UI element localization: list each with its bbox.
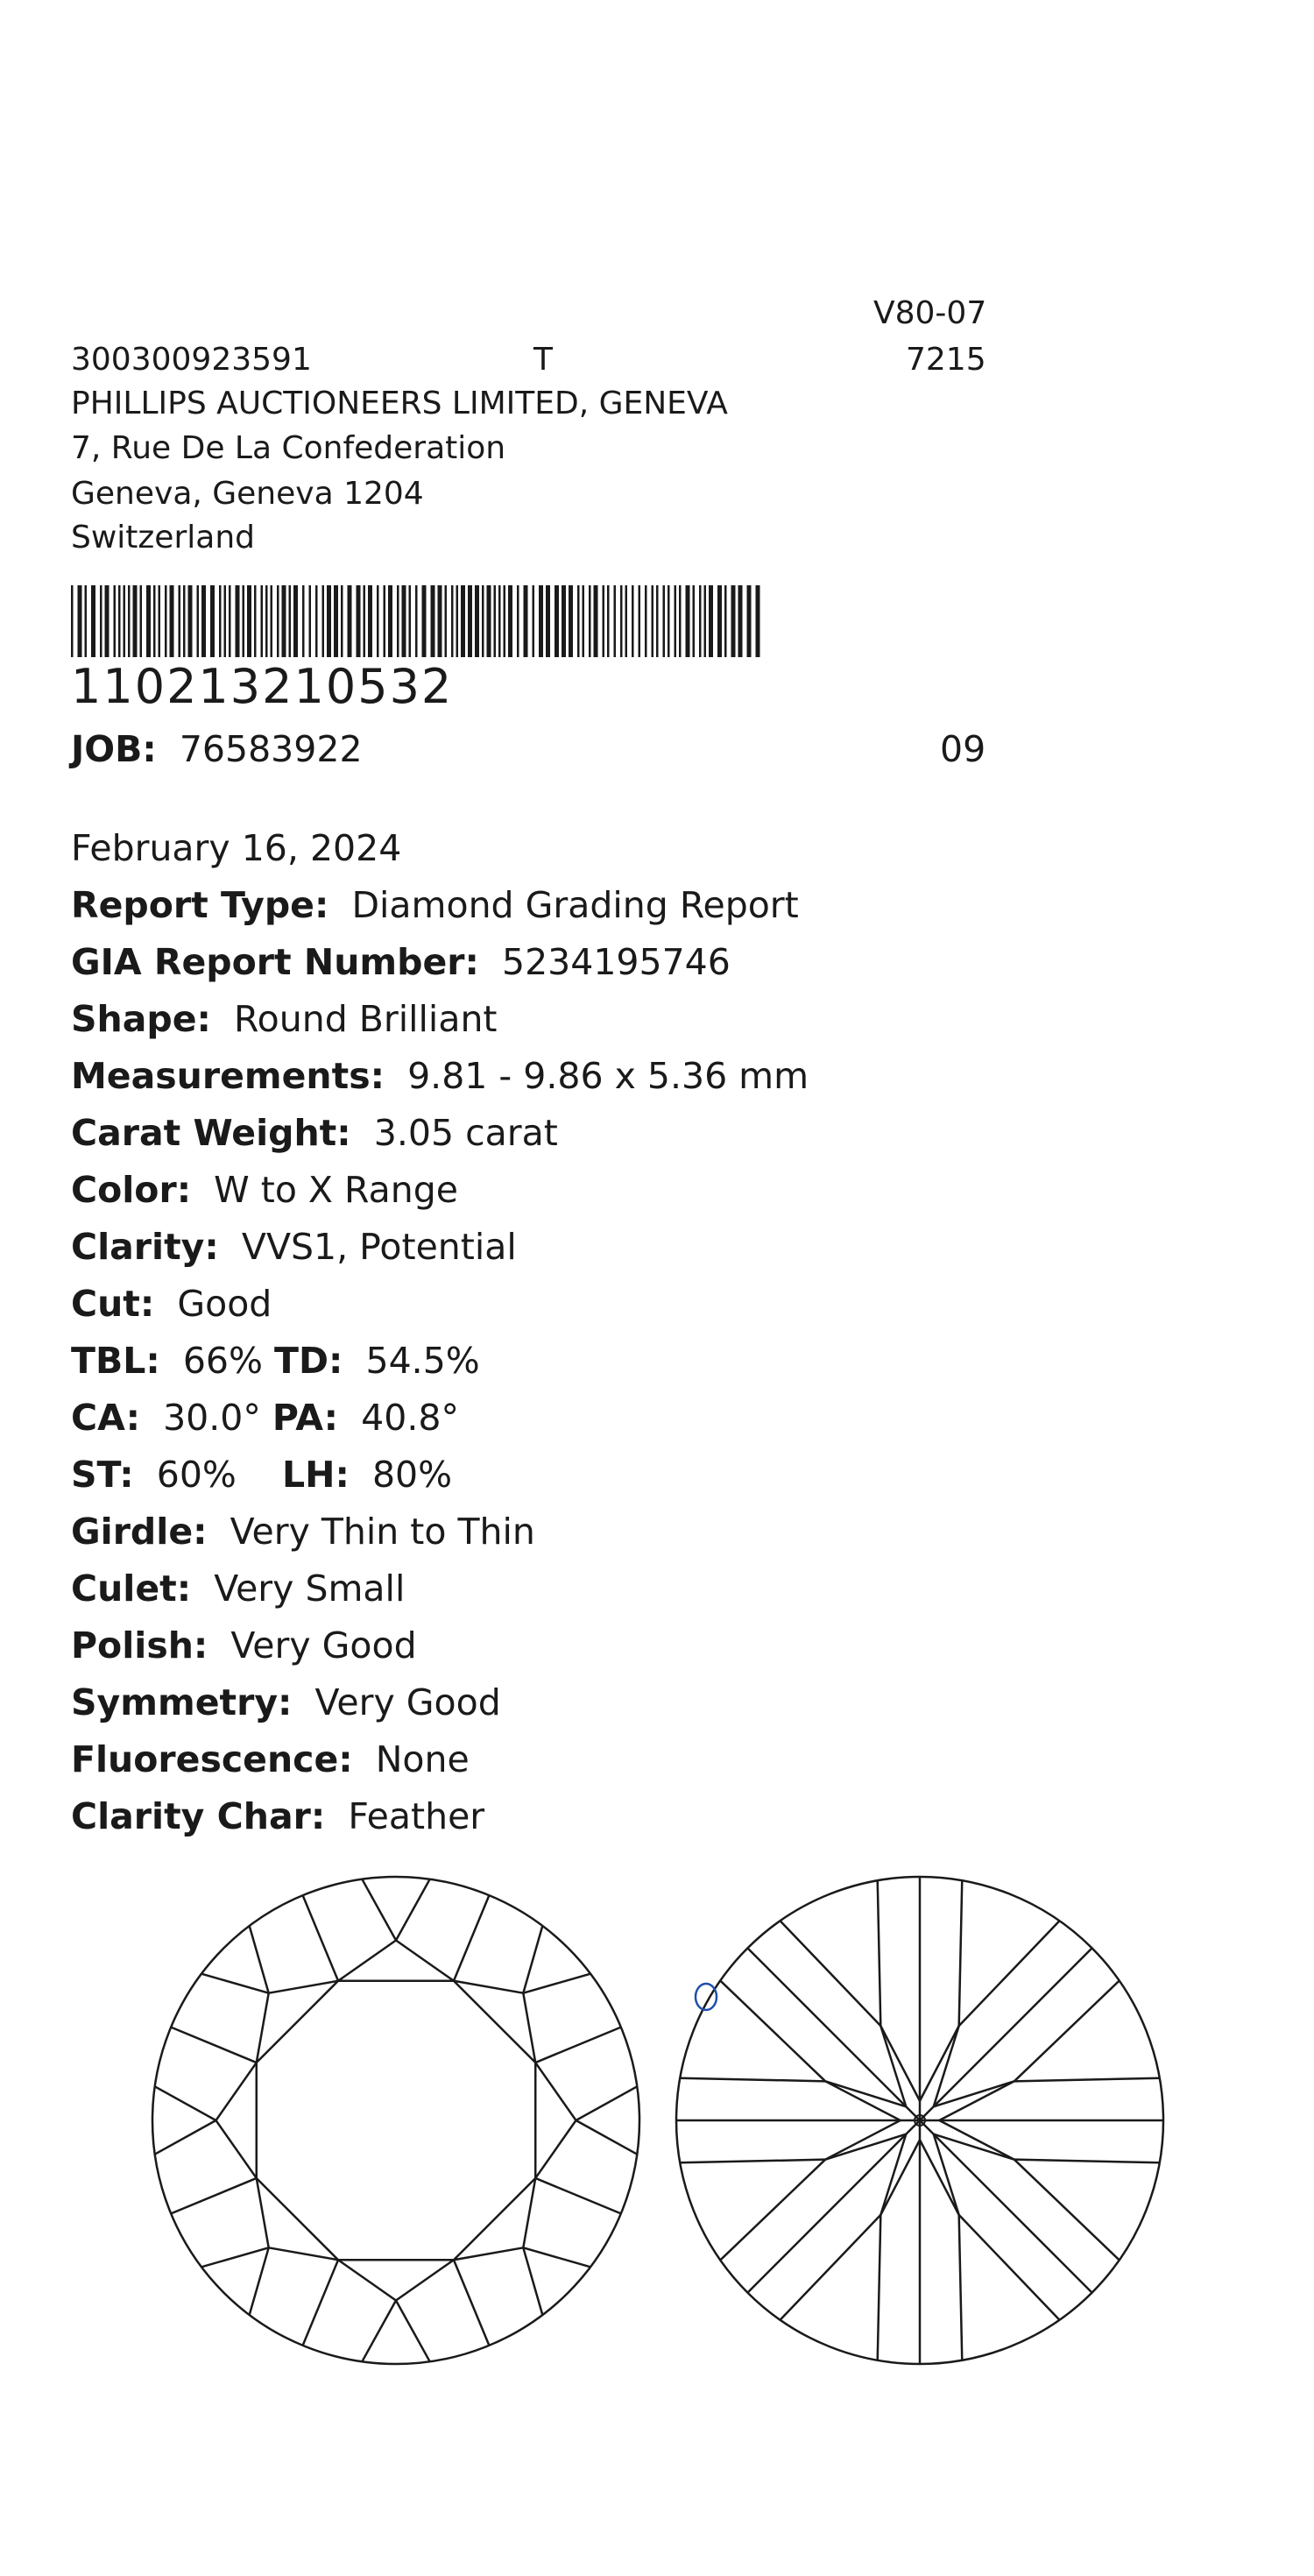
barcode-bar	[508, 585, 512, 657]
facet-line	[535, 2178, 621, 2213]
facet-line	[747, 2120, 920, 2293]
barcode-bar	[461, 585, 465, 657]
facet-line	[216, 2120, 257, 2178]
barcode-bar	[594, 585, 598, 657]
facet-line	[959, 1880, 963, 2026]
facet-line	[396, 1879, 430, 1941]
barcode-bar	[524, 585, 528, 657]
polish-line	[71, 1624, 417, 1667]
clarity-char-line	[71, 1795, 485, 1837]
barcode-bar	[663, 585, 666, 657]
barcode-bar	[533, 585, 535, 657]
facet-line	[523, 1974, 590, 1993]
barcode-bar	[562, 585, 566, 657]
field-value: VVS1, Potential	[241, 1226, 517, 1268]
barcode-bar	[577, 585, 580, 657]
barcode-bar	[487, 585, 491, 657]
facet-line	[201, 1974, 269, 1993]
barcode-bar	[159, 585, 161, 657]
report-type-line	[71, 884, 799, 926]
st-lh-line	[71, 1454, 453, 1496]
barcode-bar	[140, 585, 143, 657]
job-suffix: 09	[940, 728, 986, 770]
td-value: 54.5%	[365, 1340, 480, 1382]
field-value: Very Good	[230, 1624, 417, 1667]
barcode-bar	[656, 585, 659, 657]
facet-line	[781, 1921, 881, 2026]
facet-line	[250, 2247, 269, 2315]
barcode-bar	[183, 585, 186, 657]
barcode-bar	[456, 585, 459, 657]
facet-line	[576, 2120, 637, 2155]
facet-line	[155, 2120, 216, 2155]
facet-line	[338, 2260, 396, 2300]
barcode-bar	[322, 585, 325, 657]
tbl-value: 66%	[182, 1340, 263, 1382]
facet-line	[720, 1981, 825, 2082]
field-value: Very Thin to Thin	[230, 1511, 535, 1553]
barcode-bar	[229, 585, 231, 657]
st-value: 60%	[156, 1454, 237, 1496]
barcode-bar	[293, 585, 298, 657]
clarity-line	[71, 1226, 517, 1268]
facet-line	[720, 2160, 825, 2261]
barcode-bar	[85, 585, 88, 657]
barcode-bar	[261, 585, 264, 657]
barcode-bar	[517, 585, 519, 657]
barcode-bar	[100, 585, 102, 657]
symmetry-line	[71, 1681, 501, 1723]
barcode-bar	[632, 585, 634, 657]
barcode-bar	[302, 585, 305, 657]
barcode-bar	[747, 585, 752, 657]
field-value: Diamond Grading Report	[351, 884, 799, 926]
barcode-bar	[482, 585, 484, 657]
address-line-3: Geneva, Geneva 1204	[71, 476, 424, 512]
barcode-bar	[265, 585, 268, 657]
barcode-bar	[364, 585, 366, 657]
tbl-td-line	[71, 1340, 480, 1382]
facet-line	[454, 2260, 489, 2346]
barcode-bar	[607, 585, 610, 657]
field-label: GIA Report Number:	[71, 941, 479, 983]
girdle-outline	[152, 1877, 639, 2364]
barcode-bar	[315, 585, 318, 657]
color-line	[71, 1169, 459, 1211]
facet-line	[535, 2028, 621, 2063]
facet-line	[920, 2120, 1092, 2293]
barcode-bar	[128, 585, 131, 657]
facet-line	[535, 2063, 576, 2120]
barcode-bar	[188, 585, 193, 657]
barcode-bar	[675, 585, 677, 657]
field-label: Culet:	[71, 1568, 192, 1610]
barcode-bar	[468, 585, 472, 657]
barcode-bar	[377, 585, 379, 657]
facet-line	[523, 2247, 590, 2267]
facet-line	[781, 2215, 881, 2320]
facet-line	[250, 1926, 269, 1993]
barcode-bar	[357, 585, 361, 657]
facet-line	[155, 2086, 216, 2120]
field-value: Very Good	[314, 1681, 501, 1723]
barcode-bar	[686, 585, 690, 657]
field-label: Symmetry:	[71, 1681, 293, 1723]
barcode-bar	[224, 585, 227, 657]
barcode-bar	[569, 585, 573, 657]
barcode-bar	[704, 585, 707, 657]
td-label: TD:	[274, 1340, 343, 1382]
barcode-bar	[589, 585, 591, 657]
field-label: Color:	[71, 1169, 192, 1211]
facet-line	[303, 1895, 338, 1981]
barcode-bar	[197, 585, 200, 657]
barcode-bar	[583, 585, 585, 657]
barcode-bar	[91, 585, 95, 657]
barcode-bar	[146, 585, 151, 657]
crown-diagram	[149, 1871, 644, 2370]
account-number: 300300923591	[71, 342, 312, 378]
facet-line	[920, 1948, 1092, 2120]
report-date: February 16, 2024	[71, 827, 402, 869]
field-label: Polish:	[71, 1624, 208, 1667]
barcode-bar	[717, 585, 722, 657]
field-label: Carat Weight:	[71, 1112, 351, 1154]
code-top: V80-07	[873, 295, 987, 331]
facet-line	[680, 2160, 825, 2163]
facet-line	[523, 1926, 542, 1993]
facet-line	[338, 1941, 396, 1981]
barcode-bar	[348, 585, 352, 657]
job-label: JOB:	[71, 728, 157, 770]
barcode-bar	[124, 585, 126, 657]
field-value: 3.05 carat	[373, 1112, 558, 1154]
barcode-bar	[271, 585, 273, 657]
barcode-bar	[555, 585, 559, 657]
barcode-bar	[431, 585, 435, 657]
field-label: Shape:	[71, 998, 211, 1040]
barcode-bar	[397, 585, 399, 657]
ca-value: 30.0°	[163, 1397, 261, 1439]
field-value: W to X Range	[214, 1169, 459, 1211]
field-value: Good	[177, 1283, 272, 1325]
barcode-bar	[422, 585, 427, 657]
facet-line	[216, 2063, 257, 2120]
barcode-bar	[724, 585, 727, 657]
barcode-bar	[289, 585, 292, 657]
st-label: ST:	[71, 1454, 134, 1496]
field-label: Cut:	[71, 1283, 155, 1325]
barcode-bar	[334, 585, 338, 657]
facet-line	[1014, 2160, 1120, 2261]
pa-value: 40.8°	[361, 1397, 459, 1439]
barcode-bar	[105, 585, 110, 657]
address-line-2: 7, Rue De La Confederation	[71, 430, 506, 466]
lh-value: 80%	[371, 1454, 453, 1496]
barcode-bar	[71, 585, 74, 657]
shape-line	[71, 998, 498, 1040]
facet-line	[396, 2300, 430, 2361]
address-line-1: PHILLIPS AUCTIONEERS LIMITED, GENEVA	[71, 386, 728, 421]
field-value: None	[375, 1738, 470, 1780]
barcode-bar	[78, 585, 82, 657]
address-line-4: Switzerland	[71, 520, 255, 556]
barcode-bar	[415, 585, 418, 657]
barcode-bar	[114, 585, 117, 657]
facet-line	[576, 2086, 637, 2120]
barcode-bar	[625, 585, 628, 657]
barcode-bar	[475, 585, 479, 657]
barcode-bar	[236, 585, 240, 657]
field-label: Clarity Char:	[71, 1795, 326, 1837]
facet-line	[171, 2178, 257, 2213]
barcode-bar	[693, 585, 696, 657]
facet-line	[303, 2260, 338, 2346]
field-label: Clarity:	[71, 1226, 219, 1268]
barcode-bar	[165, 585, 167, 657]
barcode-bar	[219, 585, 222, 657]
barcode-bar	[756, 585, 760, 657]
barcode-bar	[498, 585, 501, 657]
barcode-bar	[709, 585, 713, 657]
barcode-bar	[309, 585, 312, 657]
barcode-bar	[731, 585, 736, 657]
field-value: Feather	[348, 1795, 485, 1837]
facet-line	[959, 2215, 963, 2360]
barcode-bar	[341, 585, 343, 657]
field-value: 9.81 - 9.86 x 5.36 mm	[407, 1055, 809, 1097]
measurements-line	[71, 1055, 809, 1097]
barcode-bar	[494, 585, 497, 657]
job-number: 76583922	[179, 728, 363, 770]
field-label: Fluorescence:	[71, 1738, 353, 1780]
facet-line	[171, 2028, 257, 2063]
barcode-bar	[738, 585, 743, 657]
barcode-bar	[451, 585, 454, 657]
lh-label: LH:	[282, 1454, 350, 1496]
barcode-bar	[438, 585, 442, 657]
barcode-bar	[679, 585, 682, 657]
cut-line	[71, 1283, 272, 1325]
barcode-bar	[620, 585, 623, 657]
facet-line	[680, 2078, 825, 2082]
barcode-bar	[179, 585, 181, 657]
facet-line	[878, 2215, 881, 2360]
field-value: Round Brilliant	[234, 998, 498, 1040]
girdle-line	[71, 1511, 535, 1553]
facet-line	[362, 1879, 396, 1941]
report-number-line	[71, 941, 731, 983]
barcode-bar	[277, 585, 279, 657]
barcode-bar	[170, 585, 174, 657]
facet-line	[362, 2300, 396, 2361]
code-bottom: 7215	[906, 342, 986, 378]
ca-label: CA:	[71, 1397, 140, 1439]
facet-line	[523, 2247, 542, 2315]
facet-line	[959, 1921, 1060, 2026]
facet-line	[454, 1895, 489, 1981]
facet-line	[878, 1880, 881, 2026]
barcode-bar	[153, 585, 156, 657]
barcode-bar	[210, 585, 215, 657]
barcode-bar	[652, 585, 654, 657]
barcode-bar	[118, 585, 121, 657]
facet-line	[747, 1948, 920, 2120]
barcode-bar	[668, 585, 670, 657]
barcode-bar	[409, 585, 412, 657]
facet-line	[1014, 2160, 1160, 2163]
facet-line	[535, 2120, 576, 2178]
field-value: 5234195746	[501, 941, 731, 983]
barcode-bar	[384, 585, 386, 657]
barcode-bar	[388, 585, 392, 657]
barcode-bar	[614, 585, 617, 657]
field-value: Very Small	[214, 1568, 406, 1610]
barcode-bar	[504, 585, 506, 657]
job-line	[71, 728, 363, 770]
barcode-bar	[133, 585, 138, 657]
facet-line	[959, 2215, 1060, 2320]
facet-line	[396, 1941, 454, 1981]
field-label: Report Type:	[71, 884, 329, 926]
barcode-bar	[282, 585, 286, 657]
barcode-bar	[639, 585, 641, 657]
barcode-bar	[247, 585, 251, 657]
barcode-bar	[699, 585, 702, 657]
barcode-number: 110213210532	[71, 659, 454, 714]
barcode-image	[71, 585, 761, 657]
facet-line	[1014, 2078, 1160, 2082]
feather-inclusion-marker	[696, 1984, 717, 2010]
barcode-bar	[539, 585, 543, 657]
facet-line	[396, 2260, 454, 2300]
barcode-bar	[402, 585, 406, 657]
barcode-bar	[201, 585, 206, 657]
barcode-bar	[603, 585, 605, 657]
barcode-bar	[243, 585, 245, 657]
facet-line	[201, 2247, 269, 2267]
culet-line	[71, 1568, 406, 1610]
pa-label: PA:	[272, 1397, 339, 1439]
fluorescence-line	[71, 1738, 470, 1780]
tbl-label: TBL:	[71, 1340, 160, 1382]
barcode-bar	[645, 585, 647, 657]
ca-pa-line	[71, 1397, 459, 1439]
barcode-bar	[445, 585, 448, 657]
carat-line	[71, 1112, 558, 1154]
barcode-bar	[546, 585, 550, 657]
barcode-bar	[327, 585, 331, 657]
flag-letter: T	[533, 342, 553, 378]
field-label: Girdle:	[71, 1511, 208, 1553]
barcode-bar	[368, 585, 372, 657]
pavilion-diagram	[673, 1871, 1168, 2370]
barcode-bar	[254, 585, 257, 657]
facet-line	[1014, 1981, 1120, 2082]
field-label: Measurements:	[71, 1055, 385, 1097]
